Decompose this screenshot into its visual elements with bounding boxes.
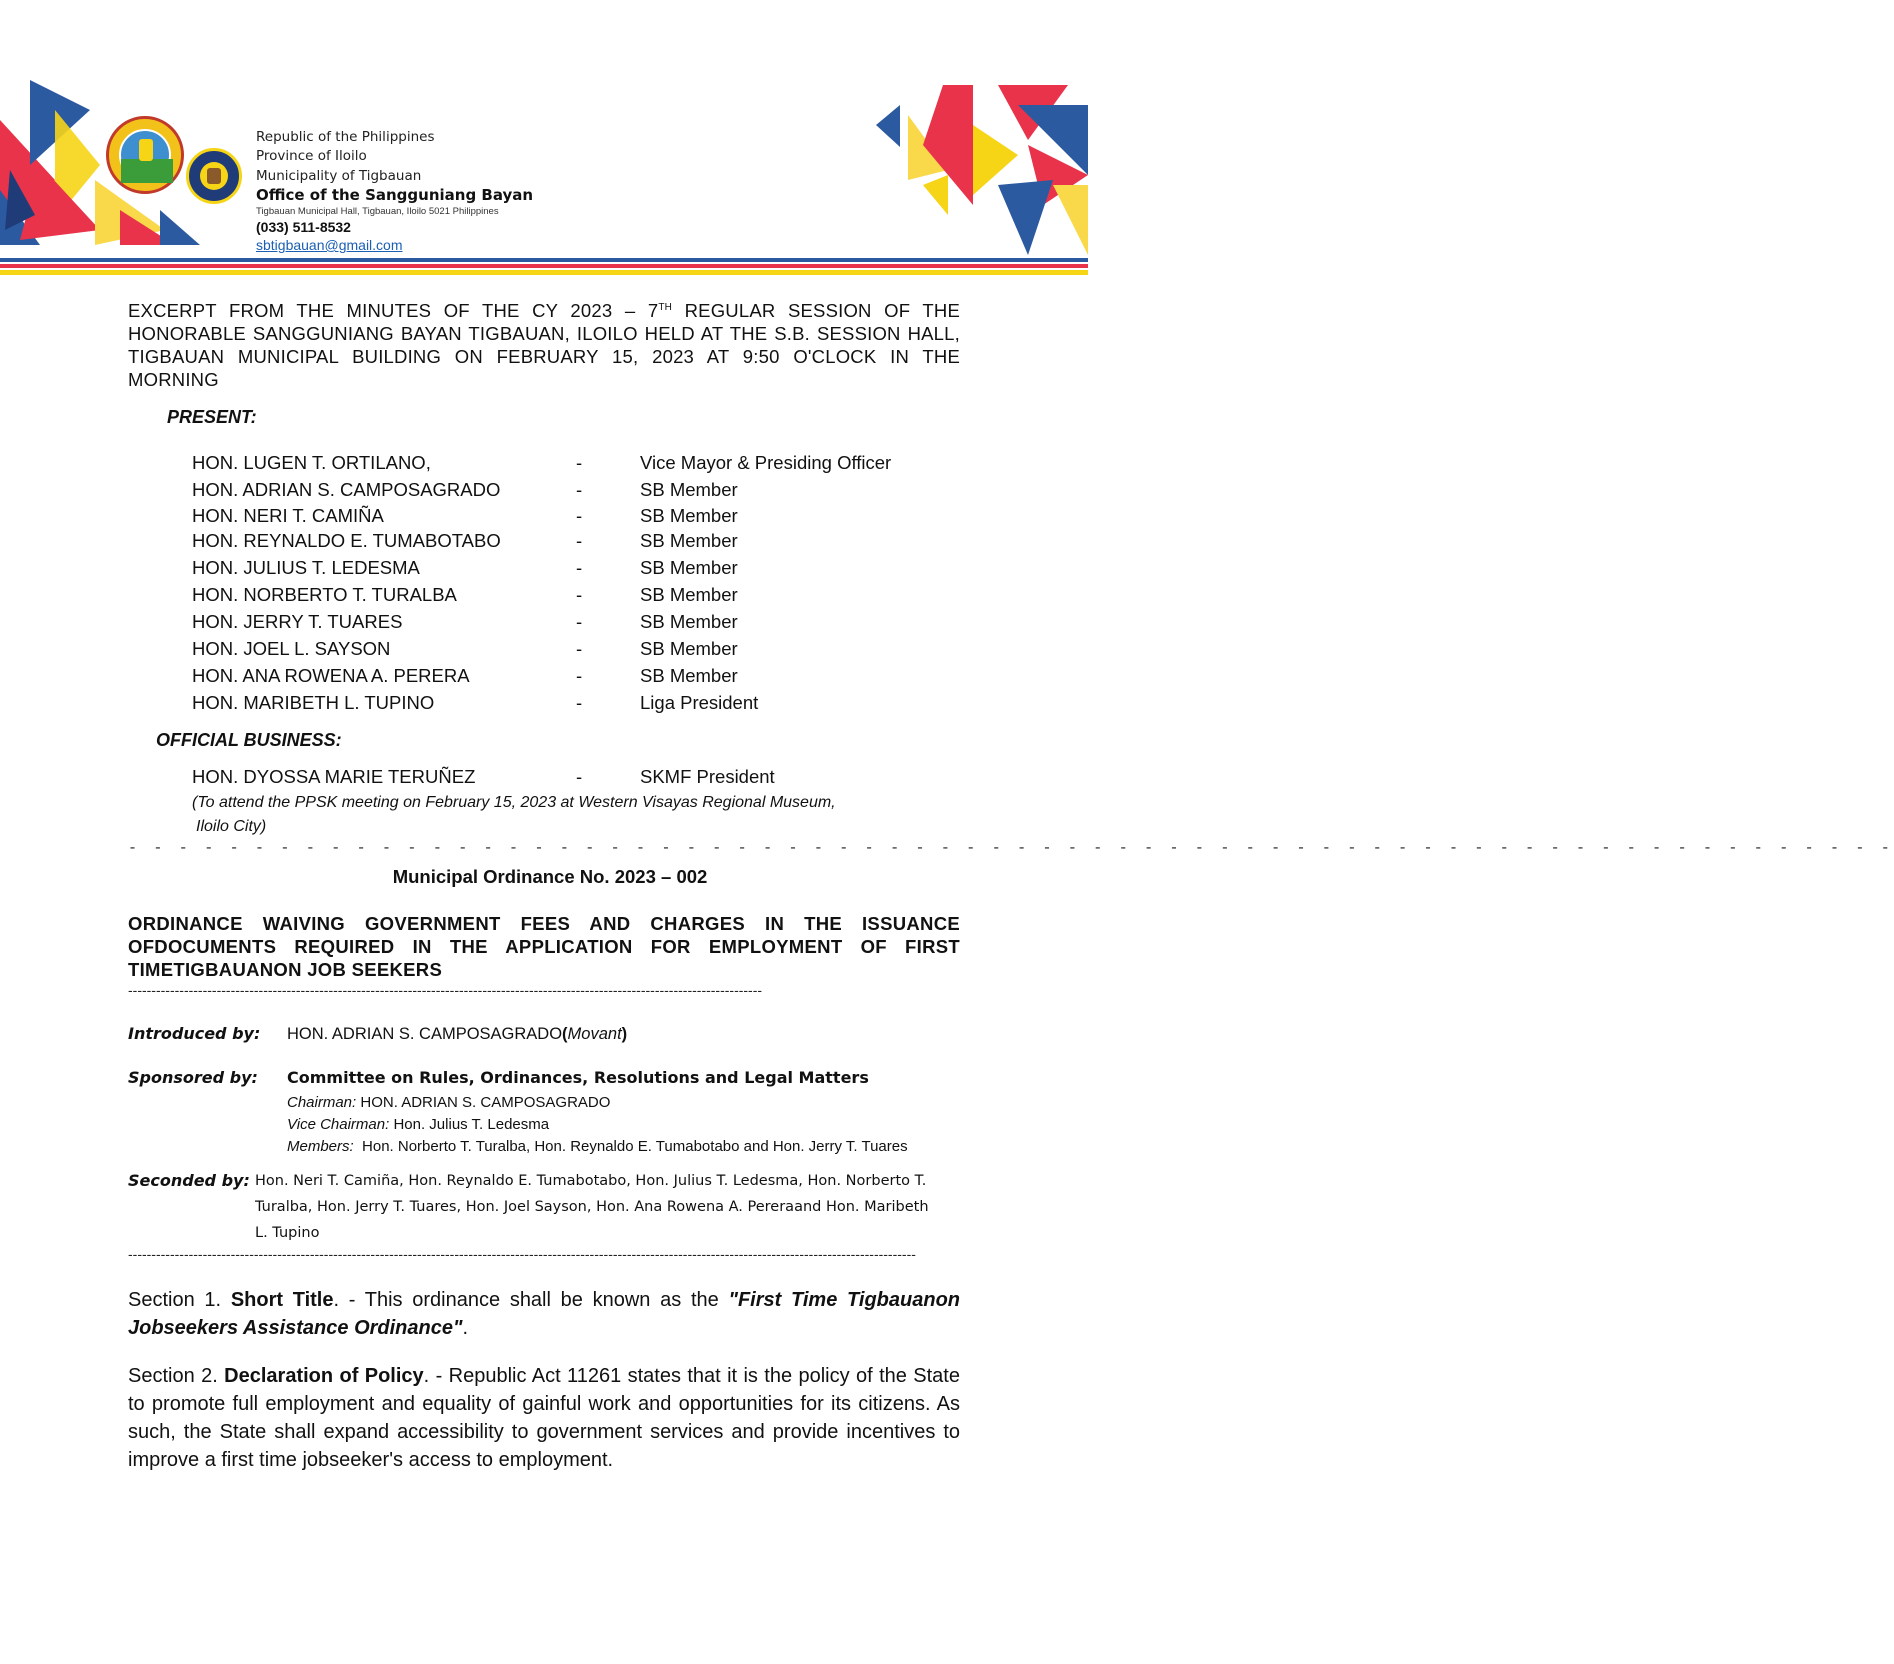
ob-note-line1: (To attend the PPSK meeting on February 15, 2023 at Western Visayas Regional Museum, [192, 794, 836, 811]
present-label: PRESENT: [167, 407, 257, 427]
present-member-name: HON. REYNALDO E. TUMABOTABO [192, 530, 501, 551]
header-decoration-right [868, 85, 1088, 260]
seconded-line1: Hon. Neri T. Camiña, Hon. Reynaldo E. Tumabotabo, Hon. Julius T. Ledesma, Hon. Norberto T. [255, 1173, 927, 1189]
present-member-dash: - [576, 505, 583, 526]
section-2: Section 2. Declaration of Policy. - Republic Act 11261 states that it is the policy of the State to promote full employment and equality of gainful work and opportunities for its citizens. As such, the State shall expand accessibility to government services and provide incentives to improve a first time jobseeker's access to employment. [128, 1365, 960, 1471]
present-member-role: Vice Mayor & Presiding Officer [640, 452, 892, 473]
sponsor-vice-chairman: Vice Chairman: Hon. Julius T. Ledesma [287, 1116, 550, 1133]
present-member-name: HON. NORBERTO T. TURALBA [192, 584, 457, 605]
separator-spaced: - - - - - - - - - - - - - - - - - - - - - - - - - - - - - - - - - - - - - - - - - - - - - - - - - - - - - - - - - - - - - - - - - - - - - - [128, 840, 1894, 857]
present-member-dash: - [576, 665, 583, 686]
present-member-role: Liga President [640, 692, 759, 713]
present-member-role: SB Member [640, 530, 738, 551]
present-member-dash: - [576, 530, 583, 551]
present-member-role: SB Member [640, 479, 738, 500]
ob-dash: - [576, 766, 583, 787]
section-1: Section 1. Short Title. - This ordinance shall be known as the "First Time Tigbauanon Jobseekers Assistance Ordinance". [128, 1289, 961, 1339]
separator-fine-2: ------------------------------------------------------------------------------------------------------------------------------------------------------------------------- [128, 1246, 916, 1262]
present-member-name: HON. JULIUS T. LEDESMA [192, 557, 420, 578]
present-member-dash: - [576, 452, 583, 473]
header-republic: Republic of the Philippines [256, 129, 435, 145]
present-member-dash: - [576, 557, 583, 578]
present-member-name: HON. ADRIAN S. CAMPOSAGRADO [192, 479, 501, 500]
present-member-dash: - [576, 479, 583, 500]
present-member-name: HON. JERRY T. TUARES [192, 611, 403, 632]
present-member-name: HON. JOEL L. SAYSON [192, 638, 391, 659]
ob-name: HON. DYOSSA MARIE TERUÑEZ [192, 766, 476, 787]
ob-role: SKMF President [640, 766, 775, 787]
present-member-role: SB Member [640, 505, 738, 526]
separator-fine-1: ---------------------------------------------------------------------------------------------------------------------------------------- [128, 982, 763, 998]
present-member-dash: - [576, 692, 583, 713]
present-member-name: HON. LUGEN T. ORTILANO, [192, 452, 431, 473]
header-band-red [0, 264, 1088, 268]
sangguniang-bayan-seal [186, 148, 242, 204]
present-member-dash: - [576, 584, 583, 605]
ordinance-title: ORDINANCE WAIVING GOVERNMENT FEES AND CHARGES IN THE ISSUANCE OFDOCUMENTS REQUIRED IN THE APPLICATION FOR EMPLOYMENT OF FIRST TIMETIGBAUANON JOB SEEKERS [128, 913, 960, 980]
present-member-dash: - [576, 611, 583, 632]
seconded-label: Seconded by: [128, 1171, 250, 1190]
official-business-label: OFFICIAL BUSINESS: [156, 730, 342, 750]
sponsor-members: Members: Hon. Norberto T. Turalba, Hon. Reynaldo E. Tumabotabo and Hon. Jerry T. Tuares [287, 1138, 908, 1155]
header-municipality: Municipality of Tigbauan [256, 168, 422, 184]
header-band-blue [0, 258, 1088, 262]
header-address: Tigbauan Municipal Hall, Tigbauan, Iloilo 5021 Philippines [256, 206, 499, 217]
sponsored-label: Sponsored by: [128, 1068, 258, 1087]
present-member-role: SB Member [640, 584, 738, 605]
header-email-link[interactable]: sbtigbauan@gmail.com [256, 237, 403, 253]
excerpt-paragraph: EXCERPT FROM THE MINUTES OF THE CY 2023 – 7TH REGULAR SESSION OF THE HONORABLE SANGGUNIANG BAYAN TIGBAUAN, ILOILO HELD AT THE S.B. SESSION HALL, TIGBAUAN MUNICIPAL BUILDING ON FEBRUARY 15, 2023 AT 9:50 O'CLOCK IN THE MORNING [128, 300, 961, 391]
present-member-role: SB Member [640, 665, 738, 686]
present-member-role: SB Member [640, 611, 738, 632]
header-phone: (033) 511-8532 [256, 219, 351, 235]
seconded-line3: L. Tupino [255, 1225, 320, 1241]
present-member-name: HON. NERI T. CAMIÑA [192, 505, 384, 526]
header-band-yellow [0, 270, 1088, 275]
sponsor-chairman: Chairman: HON. ADRIAN S. CAMPOSAGRADO [287, 1094, 611, 1111]
introduced-value: HON. ADRIAN S. CAMPOSAGRADO(Movant) [287, 1025, 628, 1043]
seconded-line2: Turalba, Hon. Jerry T. Tuares, Hon. Joel Sayson, Hon. Ana Rowena A. Pereraand Hon. Maribeth [255, 1199, 929, 1215]
municipality-seal [106, 116, 184, 194]
sponsor-committee: Committee on Rules, Ordinances, Resolutions and Legal Matters [287, 1068, 869, 1087]
introduced-label: Introduced by: [128, 1024, 261, 1043]
ordinance-number: Municipal Ordinance No. 2023 – 002 [392, 866, 708, 887]
present-member-name: HON. MARIBETH L. TUPINO [192, 692, 435, 713]
header-province: Province of Iloilo [256, 148, 367, 164]
present-member-dash: - [576, 638, 583, 659]
present-member-role: SB Member [640, 638, 738, 659]
present-member-role: SB Member [640, 557, 738, 578]
present-member-name: HON. ANA ROWENA A. PERERA [192, 665, 470, 686]
header-office: Office of the Sangguniang Bayan [256, 186, 534, 204]
ob-note-line2: Iloilo City) [196, 818, 267, 835]
